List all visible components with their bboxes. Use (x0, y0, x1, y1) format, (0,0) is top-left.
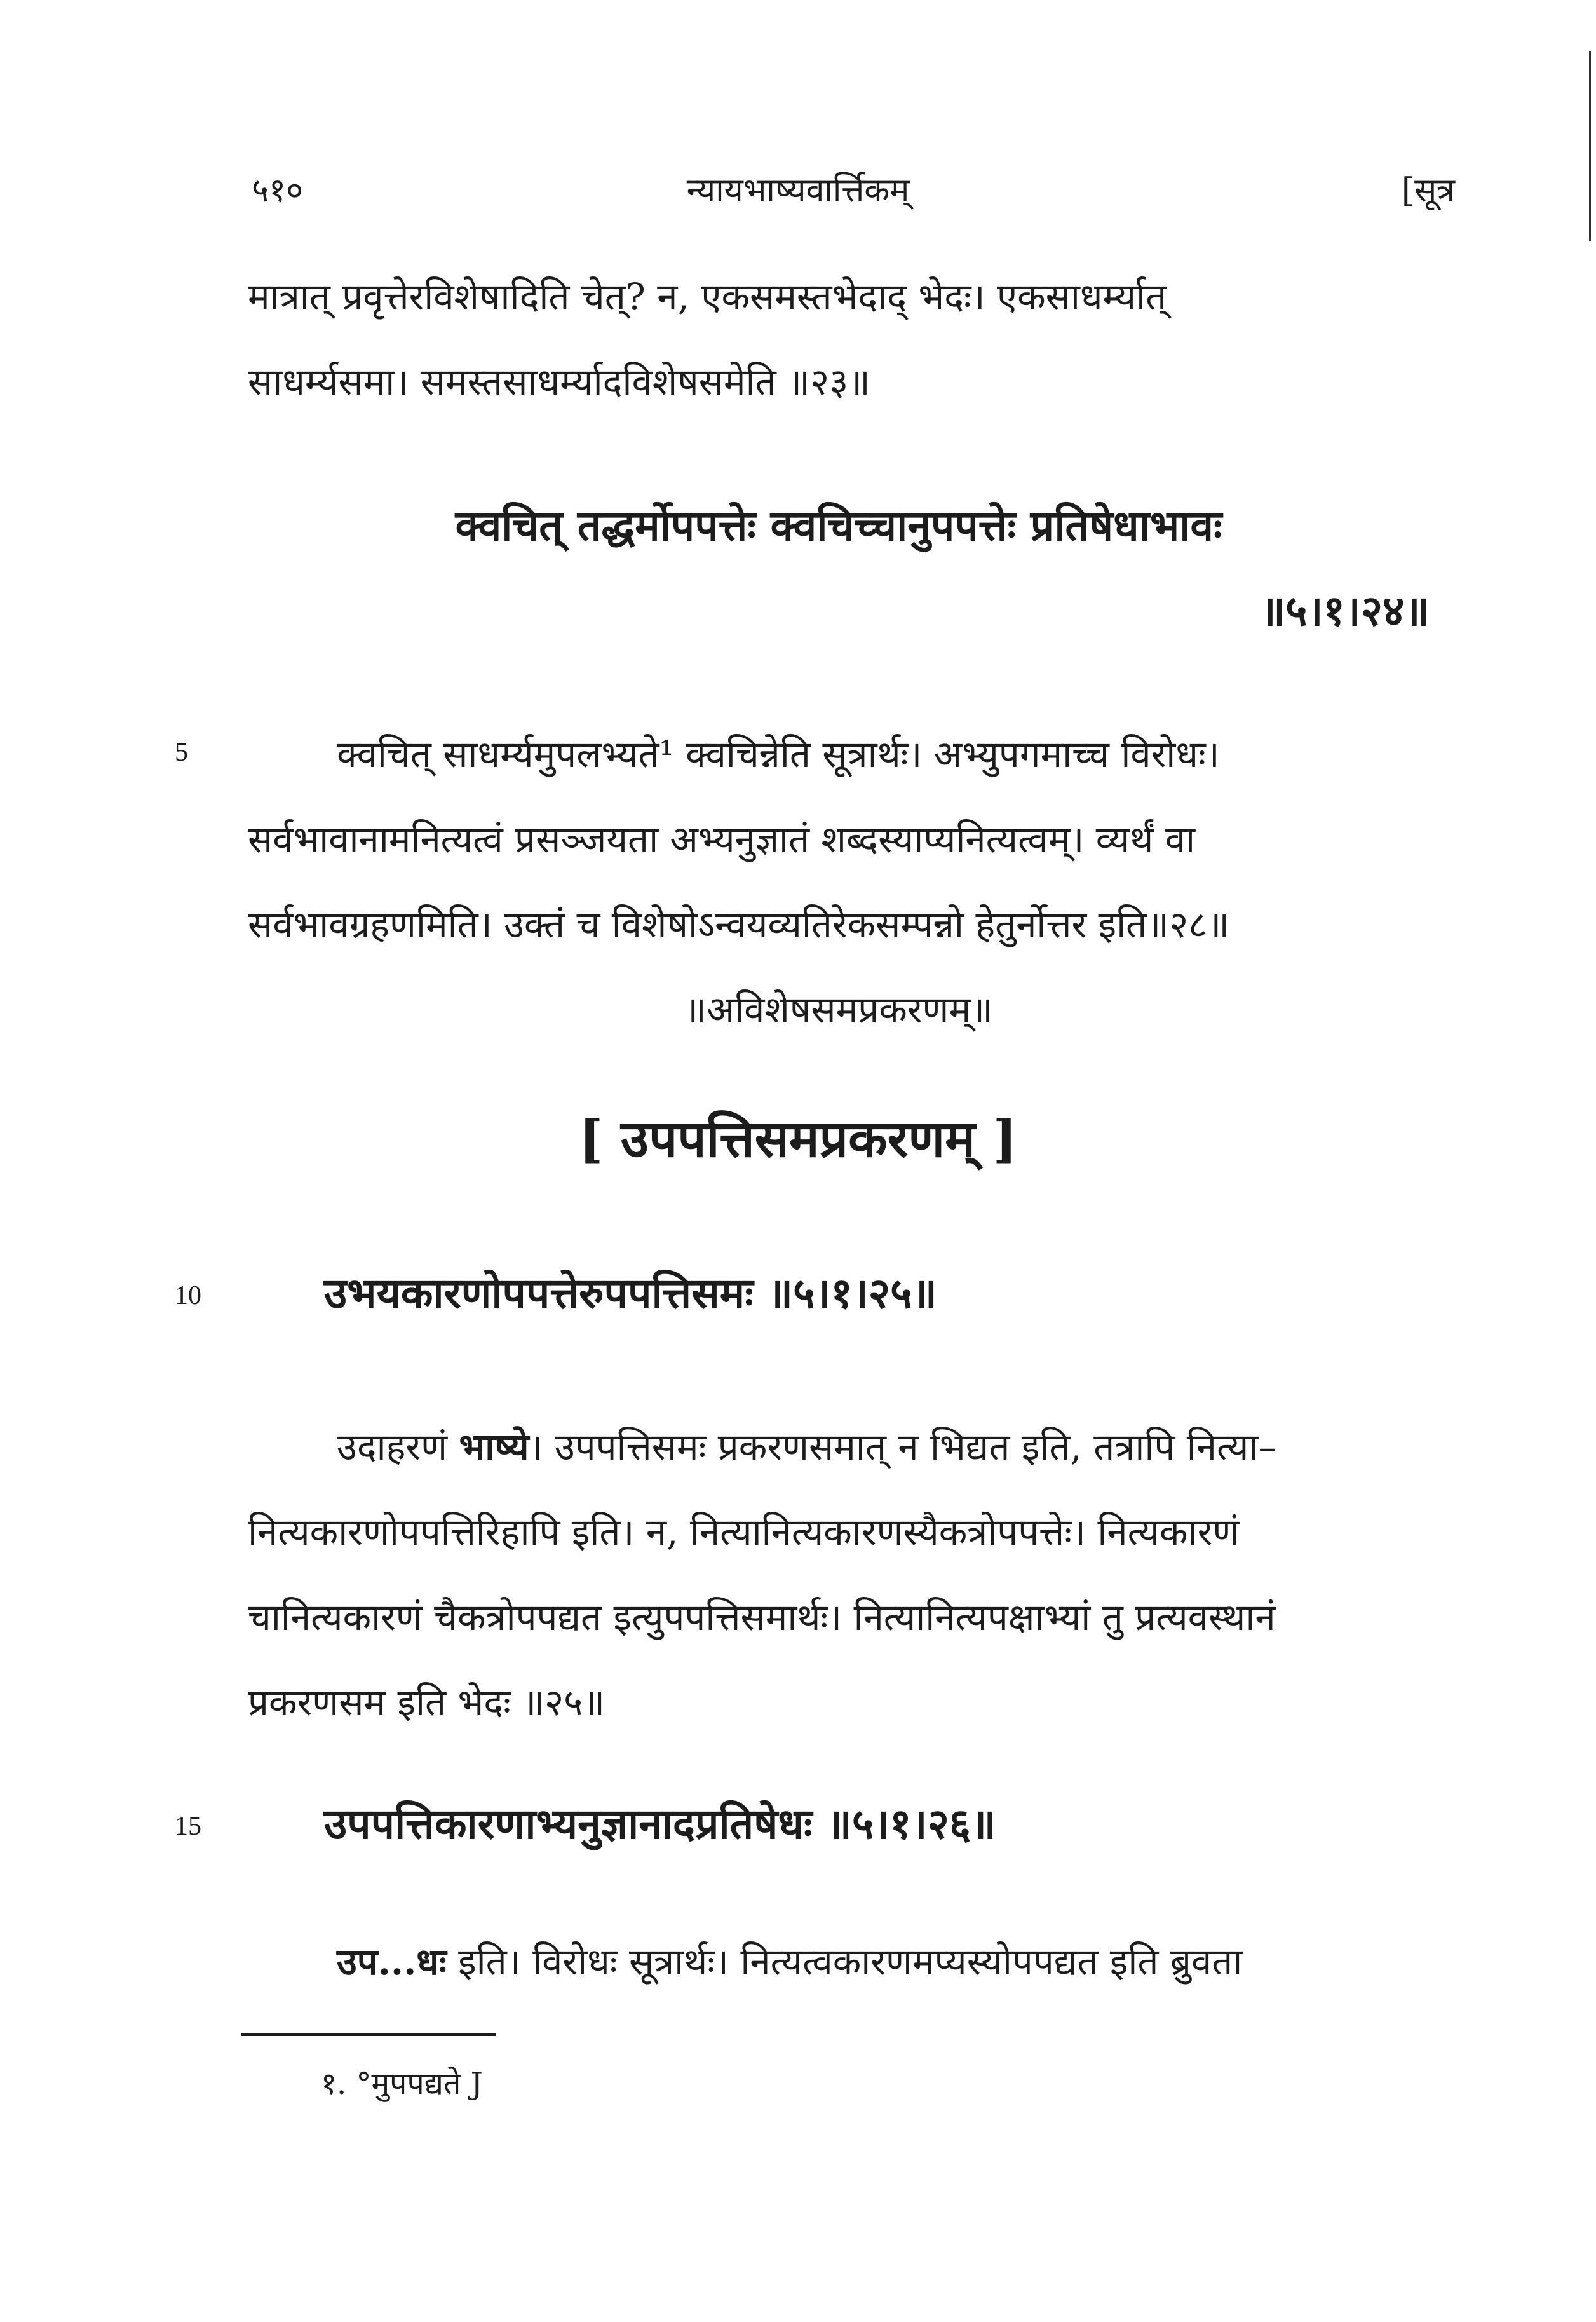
sutra-number: ॥५।१।२४॥ (1260, 586, 1430, 635)
line-number: 15 (175, 1812, 201, 1841)
text-line: मात्रात् प्रवृत्तेरविशेषादिति चेत्? न, एकसमस्तभेदाद् भेदः। एकसाधर्म्यात् (248, 275, 1167, 318)
scan-edge (1589, 51, 1591, 241)
prakarana-end: ॥अविशेषसमप्रकरणम्॥ (684, 988, 993, 1031)
line-number: 5 (175, 738, 188, 767)
running-title: न्यायभाष्यवार्त्तिकम् (686, 172, 910, 210)
bold-term: भाष्ये (459, 1425, 529, 1469)
text-line: नित्यकारणोपपत्तिरिहापि इति। न, नित्यानित्यकारणस्यैकत्रोपपत्तेः। नित्यकारणं (248, 1511, 1240, 1554)
text-line: सर्वभावानामनित्यत्वं प्रसञ्जयता अभ्यनुज्ञातं शब्दस्याप्यनित्यत्वम्। व्यर्थं वा (248, 818, 1196, 861)
text-line: सर्वभावग्रहणमिति। उक्तं च विशेषोऽन्वयव्यतिरेकसम्पन्नो हेतुर्नोत्तर इति॥२८॥ (248, 903, 1230, 946)
bold-term: उप...धः (337, 1940, 447, 1983)
commentary-block-4 (248, 1919, 1430, 2004)
text-line (248, 1919, 1430, 2004)
text-fragment: । उपपत्तिसमः प्रकरणसमात् न भिद्यत इति, तत्रापि नित्या– (529, 1425, 1277, 1469)
section-heading: [ उपपत्तिसमप्रकरणम् ] (579, 1109, 1017, 1169)
sutra-26: उपपत्तिकारणाभ्यनुज्ञानादप्रतिषेधः ॥५।१।२६॥ (324, 1799, 996, 1849)
sutra-24 (248, 483, 1430, 653)
footnote-rule (241, 2033, 496, 2036)
commentary-block-3 (248, 1404, 1430, 1745)
commentary-block-2 (248, 712, 1430, 1052)
sutra-25: उभयकारणोपपत्तेरुपपत्तिसमः ॥५।१।२५॥ (324, 1268, 937, 1318)
line-number: 10 (175, 1281, 201, 1310)
section-marker: [सूत्र (1401, 172, 1455, 210)
text-line: साधर्म्यसमा। समस्तसाधर्म्यादविशेषसमेति ॥२३॥ (248, 360, 870, 404)
text-line: क्वचित् साधर्म्यमुपलभ्यते¹ क्वचिन्नेति सूत्रार्थः। अभ्युपगमाच्च विरोधः। (337, 733, 1220, 776)
page-number: ५१० (252, 172, 304, 210)
commentary-block-1 (248, 254, 1430, 424)
text-line: प्रकरणसम इति भेदः ॥२५॥ (248, 1681, 605, 1724)
text-line: चानित्यकारणं चैकत्रोपपद्यत इत्युपपत्तिसमार्थः। नित्यानित्यपक्षाभ्यां तु प्रत्यवस्थानं (248, 1596, 1276, 1639)
text-line (248, 1404, 1430, 1490)
text-fragment: उदाहरणं (337, 1425, 448, 1469)
text-fragment: इति। विरोधः सूत्रार्थः। नित्यत्वकारणमप्यस्योपपद्यत इति ब्रुवता (446, 1940, 1243, 1983)
footnote: १. °मुपपद्यते J (321, 2066, 483, 2101)
sutra-text: क्वचित् तद्धर्मोपपत्तेः क्वचिच्चानुपपत्तेः प्रतिषेधाभावः (455, 501, 1222, 550)
